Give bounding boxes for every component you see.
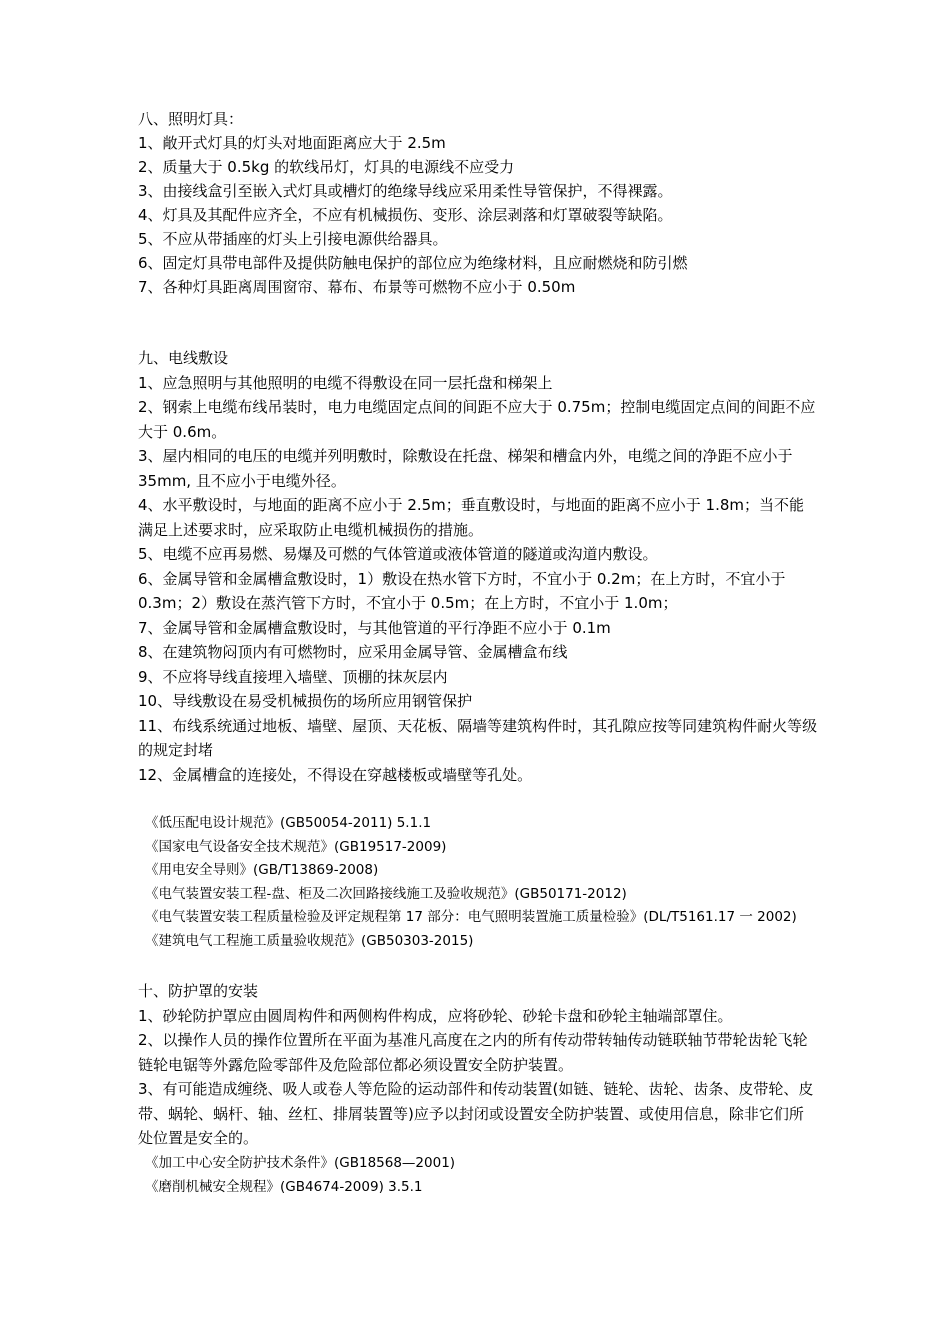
list-item: 5、不应从带插座的灯头上引接电源供给器具。 xyxy=(138,230,448,248)
list-item: 3、由接线盒引至嵌入式灯具或槽灯的绝缘导线应采用柔性导管保护，不得裸露。 xyxy=(138,182,673,200)
list-item: 9、不应将导线直接埋入墙壁、顶棚的抹灰层内 xyxy=(138,667,448,686)
section-heading: 八、照明灯具： xyxy=(138,110,244,128)
document-body xyxy=(138,107,818,1199)
list-item: 6、固定灯具带电部件及提供防触电保护的部位应为绝缘材料，且应耐燃烧和防引燃 xyxy=(138,254,688,272)
reference-item: 《磨削机械安全规程》(GB4674-2009) 3.5.1 xyxy=(145,1178,423,1195)
list-item: 7、各种灯具距离周围窗帘、幕布、布景等可燃物不应小于 0.50m xyxy=(138,278,576,296)
list-item: 2、以操作人员的操作位置所在平面为基准凡高度在之内的所有传动带转轴传动链联轴节带轮齿轮飞轮链轮电锯等外露危险零部件及危险部位都必须设置安全防护装置。 xyxy=(138,1031,808,1074)
list-item: 11、布线系统通过地板、墙壁、屋顶、天花板、隔墙等建筑构件时，其孔隙应按等同建筑构件耐火等级的规定封堵 xyxy=(138,716,818,759)
reference-item: 《电气装置安装工程质量检验及评定规程第 17 部分：电气照明装置施工质量检验》(DL/T5161.17 一 2002) xyxy=(145,909,797,925)
section-wiring xyxy=(138,346,818,787)
list-item: 8、在建筑物闷顶内有可燃物时，应采用金属导管、金属槽盒布线 xyxy=(138,643,568,661)
list-item: 10、导线敷设在易受机械损伤的场所应用钢管保护 xyxy=(138,692,473,710)
reference-item: 《加工中心安全防护技术条件》(GB18568—2001) xyxy=(145,1154,456,1171)
section-heading: 十、防护罩的安装 xyxy=(138,982,259,1000)
list-item: 4、灯具及其配件应齐全，不应有机械损伤、变形、涂层剥落和灯罩破裂等缺陷。 xyxy=(138,206,673,224)
list-item: 3、有可能造成缠绕、吸人或卷人等危险的运动部件和传动装置(如链、链轮、齿轮、齿条、皮带轮、皮带、蜗轮、蜗杆、轴、丝杠、排屑装置等)应予以封闭或设置安全防护装置、或使用信息，除非它们所处位置是安全的。 xyxy=(138,1080,814,1147)
list-item: 4、水平敷设时，与地面的距离不应小于 2.5m；垂直敷设时，与地面的距离不应小于 1.8m；当不能满足上述要求时，应采取防止电缆机械损伤的措施。 xyxy=(138,496,805,539)
list-item: 3、屋内相同的电压的电缆并列明敷时，除敷设在托盘、梯架和槽盒内外，电缆之间的净距不应小于 35mm, 且不应小于电缆外径。 xyxy=(138,447,793,490)
reference-item: 《国家电气设备安全技术规范》(GB19517-2009) xyxy=(145,838,447,855)
list-item: 1、应急照明与其他照明的电缆不得敷设在同一层托盘和梯架上 xyxy=(138,373,553,392)
list-item: 6、金属导管和金属槽盒敷设时，1）敷设在热水管下方时，不宜小于 0.2m；在上方时，不宜小于 0.3m；2）敷设在蒸汽管下方时，不宜小于 0.5m；在上方时，不宜小于 1.0m； xyxy=(138,569,786,612)
reference-item: 《建筑电气工程施工质量验收规范》(GB50303-2015) xyxy=(145,932,474,949)
list-item: 1、砂轮防护罩应由圆周构件和两侧构件构成，应将砂轮、砂轮卡盘和砂轮主轴端部罩住。 xyxy=(138,1006,733,1025)
reference-item: 《用电安全导则》(GB/T13869-2008) xyxy=(145,862,379,878)
section-guard xyxy=(138,979,818,1151)
list-item: 2、钢索上电缆布线吊装时，电力电缆固定点间的间距不应大于 0.75m；控制电缆固定点间的间距不应大于 0.6m。 xyxy=(138,398,816,441)
guard-references xyxy=(138,1151,818,1199)
spacer xyxy=(138,299,818,346)
list-item: 12、金属槽盒的连接处，不得设在穿越楼板或墙壁等孔处。 xyxy=(138,765,533,784)
list-item: 5、电缆不应再易燃、易爆及可燃的气体管道或液体管道的隧道或沟道内敷设。 xyxy=(138,545,658,563)
spacer xyxy=(138,953,818,979)
reference-item: 《电气装置安装工程-盘、柜及二次回路接线施工及验收规范》(GB50171-2012) xyxy=(145,885,627,902)
list-item: 2、质量大于 0.5kg 的软线吊灯，灯具的电源线不应受力 xyxy=(138,158,515,176)
section-lighting xyxy=(138,107,818,299)
reference-item: 《低压配电设计规范》(GB50054-2011) 5.1.1 xyxy=(145,815,432,831)
list-item: 7、金属导管和金属槽盒敷设时，与其他管道的平行净距不应小于 0.1m xyxy=(138,618,611,637)
section-heading: 九、电线敷设 xyxy=(138,349,229,367)
wiring-references xyxy=(138,812,818,953)
spacer xyxy=(138,787,818,812)
list-item: 1、敞开式灯具的灯头对地面距离应大于 2.5m xyxy=(138,134,446,152)
